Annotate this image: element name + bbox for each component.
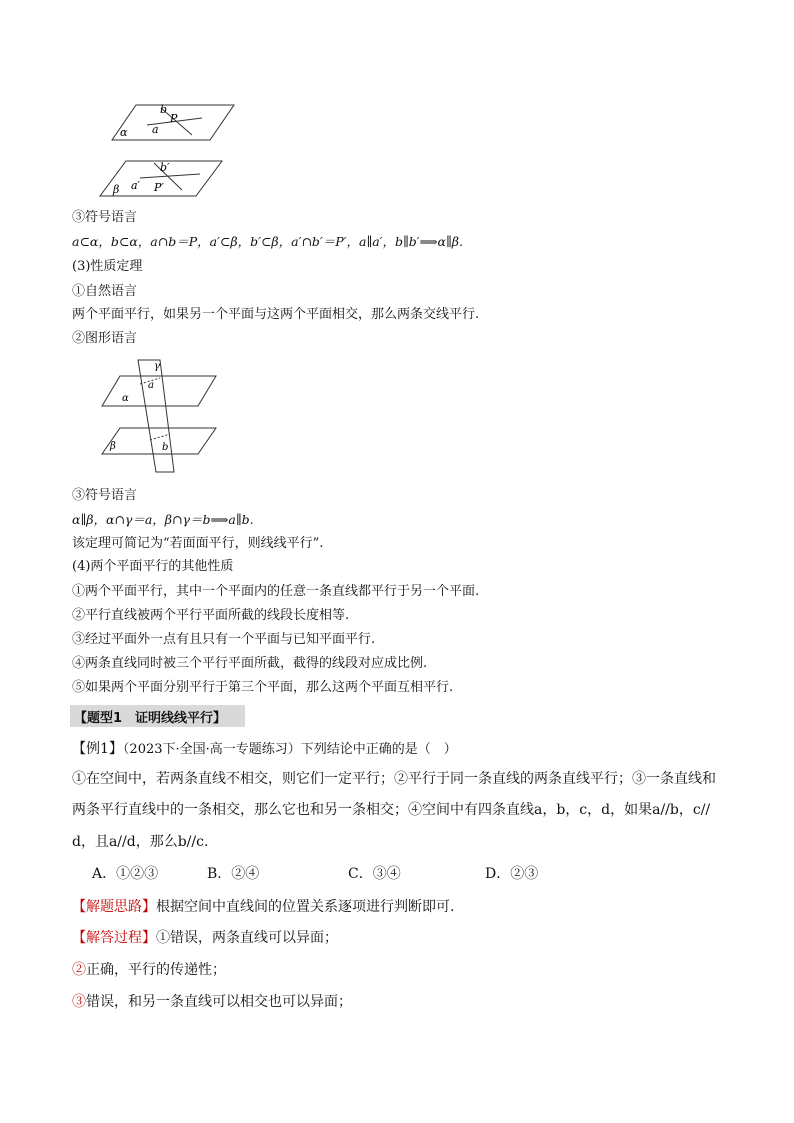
- solution-line-3-text: 错误，和另一条直线可以相交也可以异面；: [86, 994, 352, 1010]
- solution-line-3: [72, 993, 352, 1011]
- plane-gamma: [138, 360, 174, 472]
- lines-a2-b2: [140, 163, 200, 190]
- option-d: D．②③: [485, 866, 539, 882]
- property-item: ②平行直线被两个平行平面所截的线段长度相等.: [72, 608, 350, 623]
- natural-language-heading: ①自然语言: [72, 284, 138, 299]
- label-a: a: [152, 123, 159, 136]
- property-item: ①两个平面平行，其中一个平面内的任意一条直线都平行于另一个平面.: [72, 584, 480, 599]
- option-b: B．②④: [207, 866, 260, 882]
- property-item: ③经过平面外一点有且只有一个平面与已知平面平行.: [72, 632, 376, 647]
- parallel-planes-figure: [96, 96, 276, 200]
- natural-language-text: 两个平面平行，如果另一个平面与这两个平面相交，那么两条交线平行.: [72, 307, 480, 322]
- solution-idea-text: 根据空间中直线间的位置关系逐项进行判断即可.: [156, 899, 455, 915]
- figure-language-heading: ②图形语言: [72, 331, 138, 346]
- topic-banner: [70, 705, 245, 727]
- formula-2: α∥β，α∩γ＝a，β∩γ＝b⟹a∥b.: [72, 512, 254, 527]
- property-item: ④两条直线同时被三个平行平面所截，截得的线段对应成比例.: [72, 656, 428, 671]
- solution-process: [72, 929, 338, 947]
- example-body-line: 两条平行直线中的一条相交，那么它也和另一条相交；④空间中有四条直线a，b，c，d，如果a//b，c//: [72, 802, 711, 818]
- example-body-line: ①在空间中，若两条直线不相交，则它们一定平行；②平行于同一条直线的两条直线平行；③一条直线和: [72, 771, 716, 787]
- option-c: C．③④: [348, 866, 401, 882]
- label-b: b: [160, 103, 168, 116]
- formula-1: a⊂α，b⊂α，a∩b＝P，a′⊂β，b′⊂β，a′∩b′＝P′，a∥a′，b∥b′⟹α∥β.: [72, 234, 463, 249]
- label-alpha: α: [120, 126, 128, 139]
- theorem-figure: [98, 356, 218, 478]
- solution-process-text: ①错误，两条直线可以异面；: [156, 930, 338, 946]
- solution-line-2-num: ②: [72, 962, 86, 978]
- label-alpha-2: α: [122, 393, 129, 404]
- solution-line-2-text: 正确，平行的传递性；: [86, 962, 226, 978]
- solution-idea: [72, 898, 454, 916]
- property-theorem-heading: (3)性质定理: [72, 259, 143, 274]
- label-beta: β: [113, 183, 120, 196]
- plane-beta-2: [102, 428, 216, 454]
- plane-alpha-2: [102, 376, 216, 406]
- example-header: [72, 740, 457, 759]
- label-gamma: γ: [154, 361, 160, 372]
- example-body-line: d，且a//d，那么b//c.: [72, 834, 209, 850]
- label-P-prime: P′: [154, 181, 164, 194]
- label-a-2: a: [148, 380, 154, 391]
- example-source: （2023下·全国·高一专题练习）下列结论中正确的是（ ）: [122, 742, 457, 757]
- solution-process-tag: 【解答过程】: [72, 930, 156, 946]
- label-b-prime: b′: [160, 161, 170, 174]
- label-a-prime: a′: [131, 179, 141, 192]
- symbol-language-heading-1: ③符号语言: [72, 210, 138, 225]
- example-tag: 【例1】: [72, 741, 123, 757]
- solution-line-2: [72, 961, 226, 979]
- symbol-language-heading-2: ③符号语言: [72, 488, 138, 503]
- other-properties-heading: (4)两个平面平行的其他性质: [72, 559, 234, 574]
- solution-idea-tag: 【解题思路】: [72, 899, 156, 915]
- solution-line-3-num: ③: [72, 994, 86, 1010]
- label-b-2: b: [162, 442, 169, 453]
- label-P: P: [170, 112, 178, 125]
- option-a: A．①②③: [92, 866, 159, 882]
- property-item: ⑤如果两个平面分别平行于第三个平面，那么这两个平面互相平行.: [72, 680, 454, 695]
- label-beta-2: β: [110, 441, 116, 452]
- topic-label: 【题型1 证明线线平行】: [74, 711, 227, 726]
- theorem-summary: 该定理可简记为“若面面平行，则线线平行”.: [72, 536, 324, 551]
